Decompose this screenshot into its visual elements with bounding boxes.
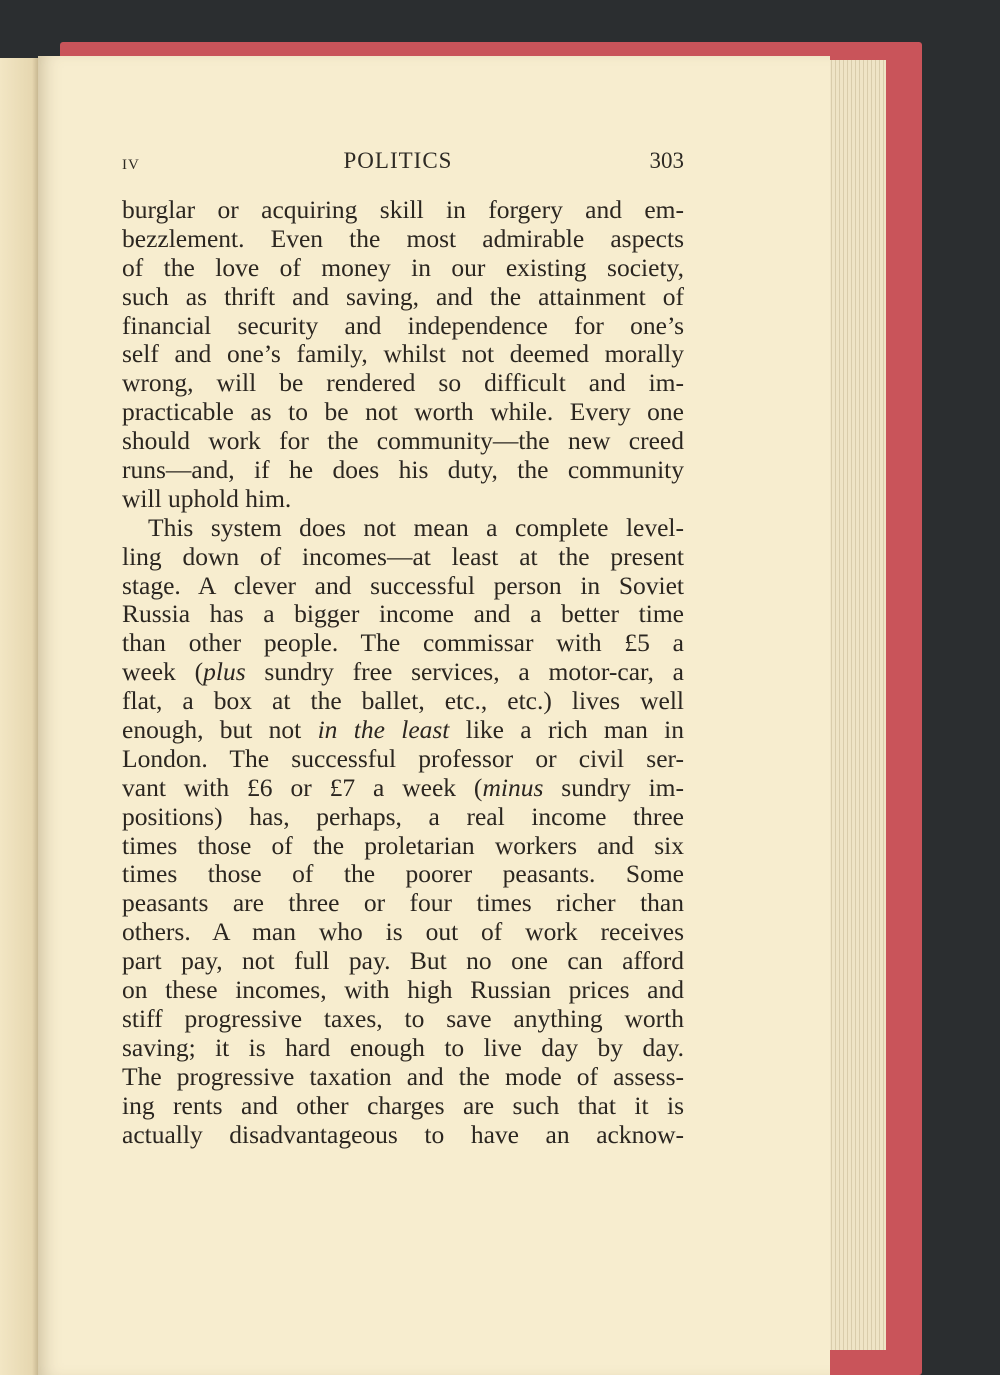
text-segment: part pay, not full pay. But no one can afford: [122, 946, 684, 976]
text-segment: will uphold him.: [122, 483, 292, 513]
text-segment: The progressive taxation and the mode of assess-: [122, 1061, 684, 1091]
italic-text: minus: [482, 772, 544, 802]
text-segment: runs—and, if he does his duty, the community: [122, 455, 684, 485]
text-segment: burglar or acquiring skill in forgery and em-: [122, 195, 684, 224]
text-segment: sundry im-: [543, 772, 685, 802]
text-line: [122, 340, 684, 369]
text-line: [122, 947, 684, 976]
text-segment: enough, but not: [122, 715, 318, 745]
text-line: [122, 803, 684, 832]
text-segment: like a rich man in: [449, 715, 684, 745]
text-line: [122, 225, 684, 254]
italic-text: in the least: [317, 715, 450, 745]
text-line: [122, 254, 684, 283]
text-segment: self and one’s family, whilst not deemed morally: [122, 339, 684, 369]
text-line: [122, 1063, 684, 1092]
text-line: [122, 889, 684, 918]
text-line: [122, 774, 684, 803]
text-line: [122, 369, 684, 398]
text-line: [122, 398, 684, 427]
text-segment: bezzlement. Even the most admirable aspects: [122, 223, 684, 253]
text-segment: times those of the proletarian workers and six: [122, 830, 684, 860]
text-segment: flat, a box at the ballet, etc., etc.) lives well: [122, 686, 684, 716]
page-number: 303: [649, 148, 684, 173]
text-line: [122, 687, 684, 716]
text-line: [122, 832, 684, 861]
text-segment: times those of the poorer peasants. Some: [122, 859, 684, 889]
left-page-edge: [0, 58, 40, 1375]
text-segment: on these incomes, with high Russian prices and: [122, 975, 684, 1005]
text-segment: of the love of money in our existing society,: [122, 252, 684, 282]
text-segment: ing rents and other charges are such that it is: [122, 1090, 684, 1120]
text-segment: ling down of incomes—at least at the present: [122, 541, 684, 571]
text-line: [122, 456, 684, 485]
running-title: POLITICS: [343, 148, 453, 173]
text-segment: wrong, will be rendered so difficult and im-: [122, 368, 684, 398]
text-line: [122, 514, 684, 543]
text-line: [122, 745, 684, 774]
text-segment: sundry free services, a motor-car, a: [245, 657, 684, 687]
text-segment: actually disadvantageous to have an acknow-: [122, 1119, 684, 1149]
text-segment: Russia has a bigger income and a better time: [122, 599, 684, 629]
text-segment: others. A man who is out of work receives: [122, 917, 684, 947]
text-segment: This system does not mean a complete level-: [148, 512, 684, 542]
text-line: [122, 196, 684, 225]
text-line: [122, 658, 684, 687]
text-segment: such as thrift and saving, and the attainment of: [122, 281, 684, 311]
text-line: [122, 1092, 684, 1121]
text-line: [122, 600, 684, 629]
text-segment: vant with £6 or £7 a week (: [122, 772, 483, 802]
text-line: [122, 1005, 684, 1034]
text-line: [122, 716, 684, 745]
text-line: [122, 427, 684, 456]
chapter-number: IV: [122, 157, 140, 173]
text-segment: saving; it is hard enough to live day by day.: [122, 1032, 684, 1062]
text-segment: than other people. The commissar with £5 a: [122, 628, 684, 658]
text-line: [122, 543, 684, 572]
text-line: [122, 572, 684, 601]
text-line: [122, 918, 684, 947]
text-line: [122, 629, 684, 658]
text-line: [122, 976, 684, 1005]
text-line: [122, 860, 684, 889]
text-line: [122, 1034, 684, 1063]
text-segment: positions) has, perhaps, a real income three: [122, 801, 684, 831]
text-segment: stage. A clever and successful person in Soviet: [122, 570, 684, 600]
text-line: [122, 485, 684, 514]
text-line: [122, 283, 684, 312]
italic-text: plus: [203, 657, 246, 687]
text-line: [122, 312, 684, 341]
body-text: [122, 196, 684, 1149]
text-segment: practicable as to be not worth while. Every one: [122, 397, 684, 427]
text-segment: peasants are three or four times richer than: [122, 888, 684, 918]
text-segment: week (: [122, 657, 204, 687]
text-line: [122, 1121, 684, 1150]
text-segment: London. The successful professor or civil ser-: [122, 743, 684, 773]
text-segment: should work for the community—the new creed: [122, 426, 684, 456]
text-segment: financial security and independence for one’s: [122, 310, 684, 340]
text-segment: stiff progressive taxes, to save anything worth: [122, 1003, 684, 1033]
